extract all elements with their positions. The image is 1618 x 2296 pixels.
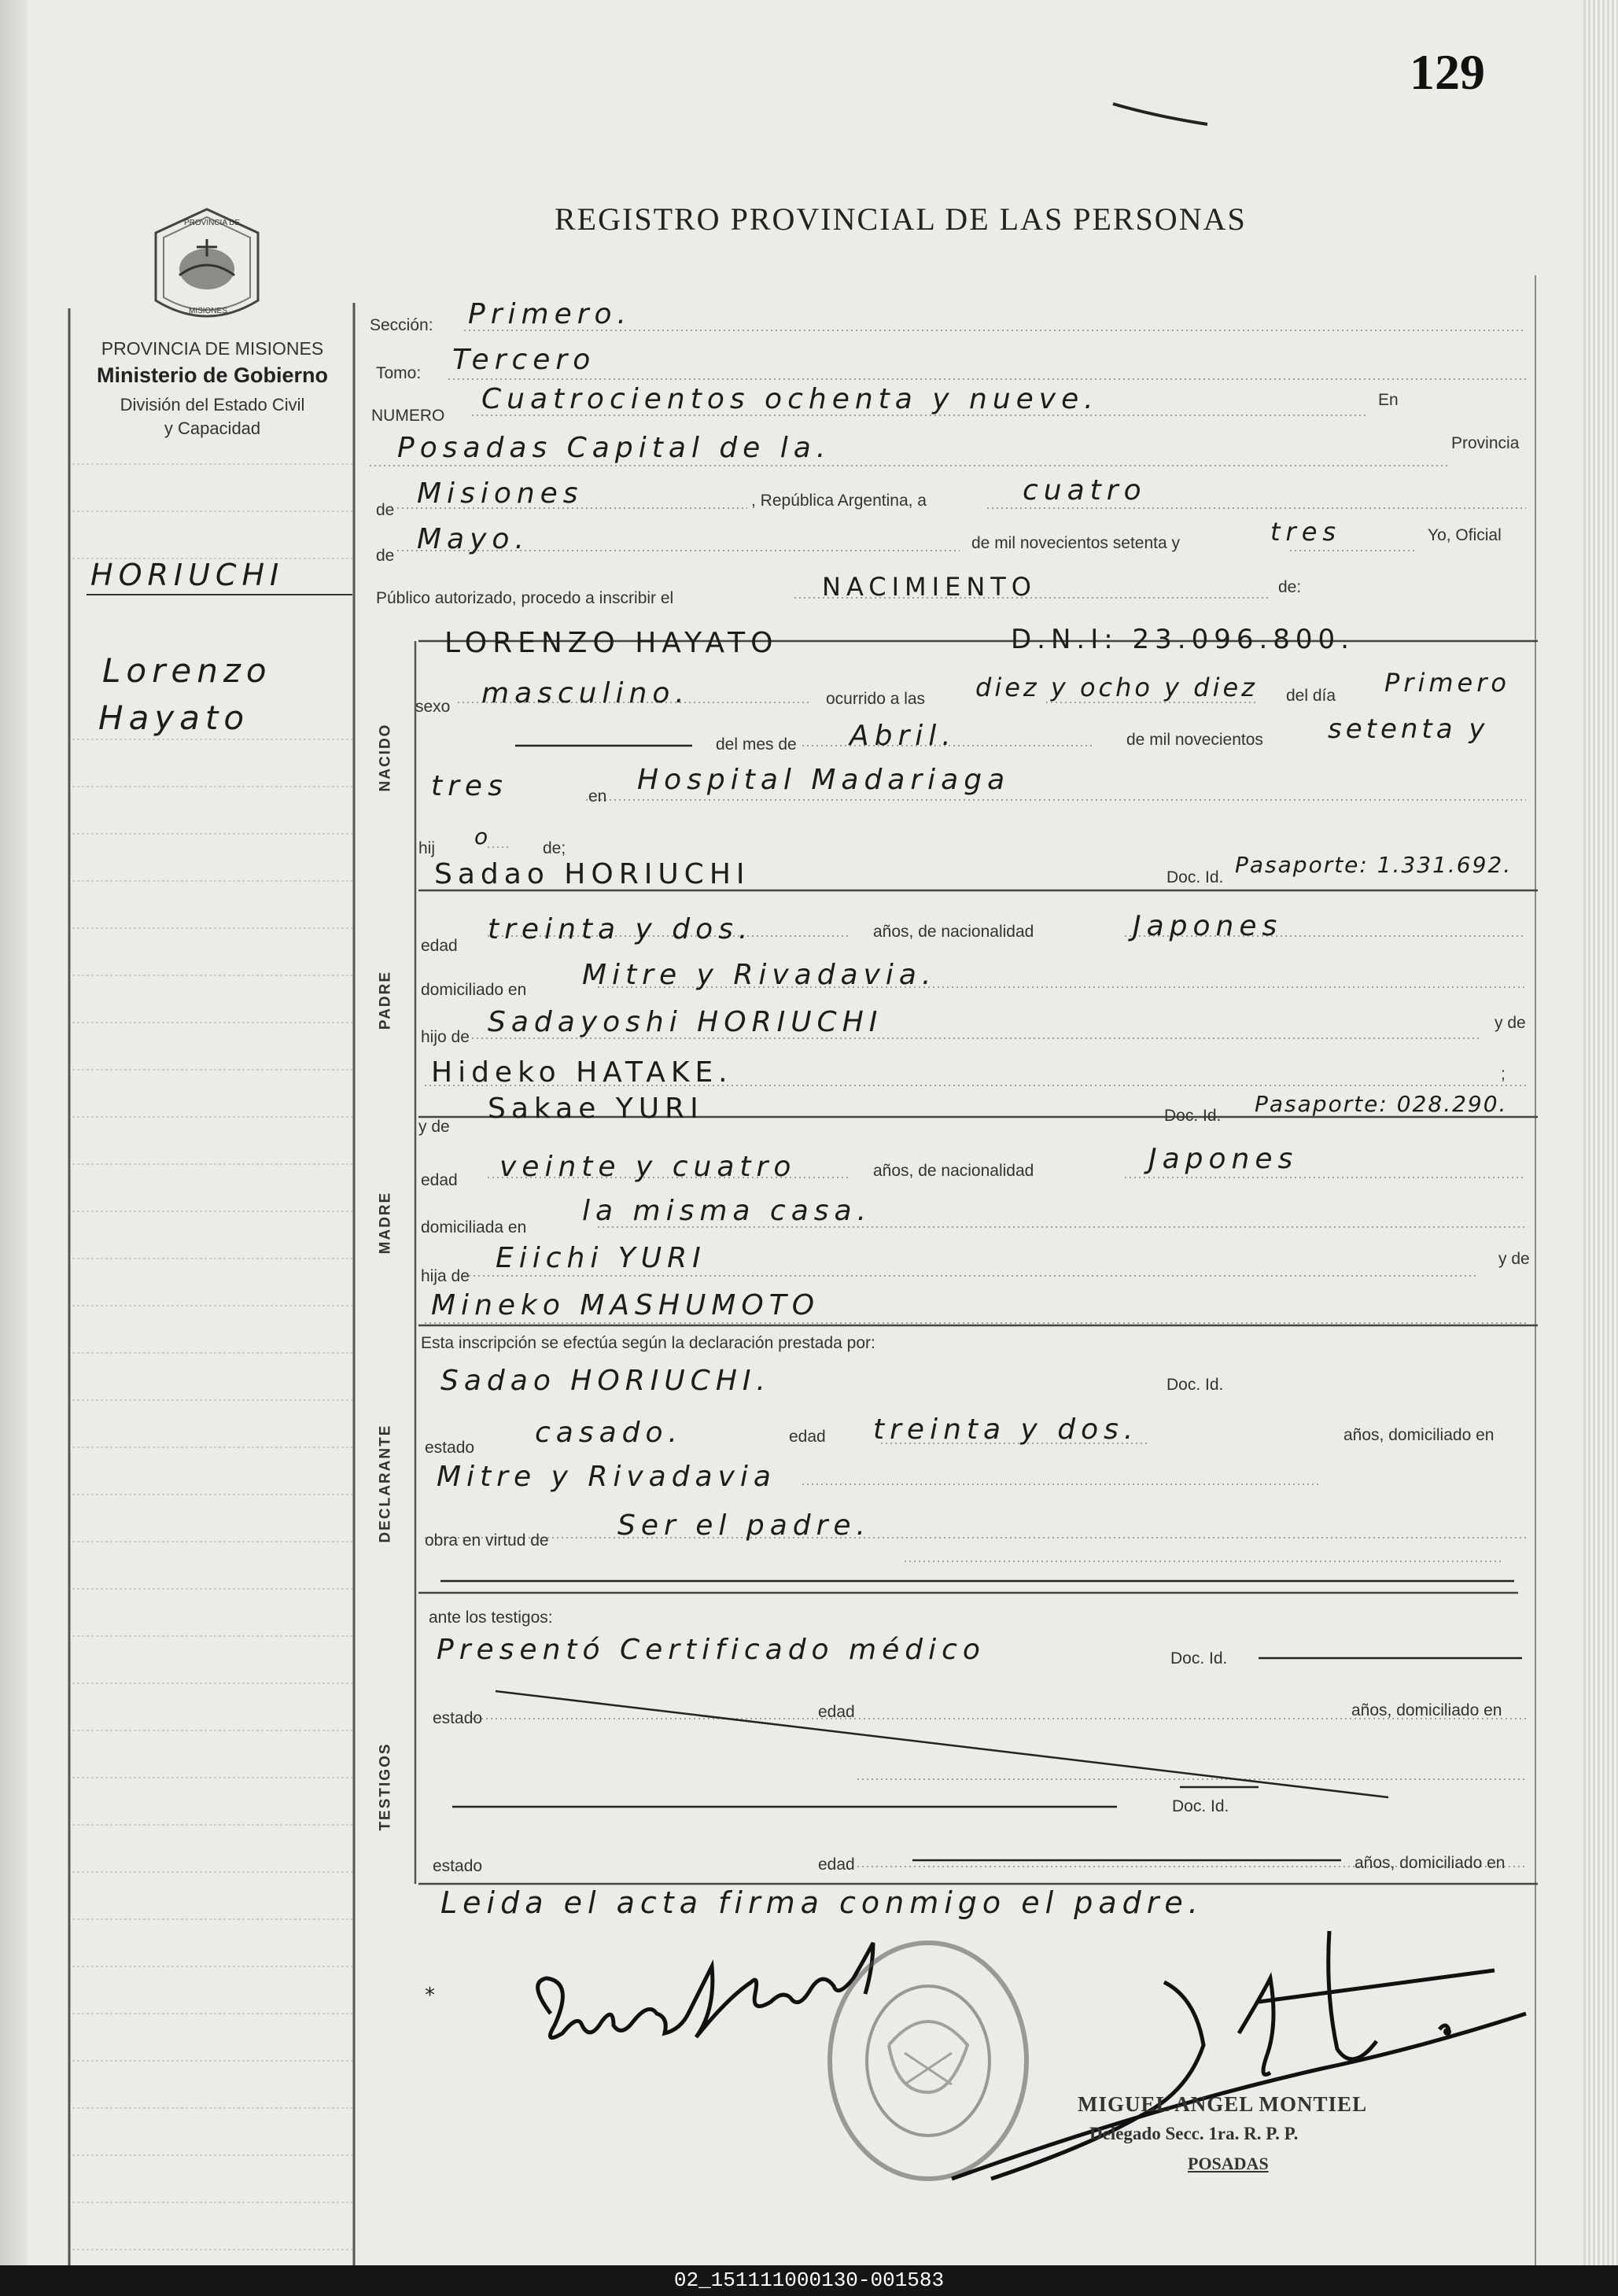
label-sexo: sexo [415,698,451,716]
section-label-nacido: NACIDO [377,723,394,792]
label-yo-oficial: Yo, Oficial [1428,526,1502,544]
label-de-2: de: [1278,578,1302,596]
ministry-name: Ministerio de Gobierno [96,363,329,387]
value-padre-padre: Sadayoshi HORIUCHI [488,1006,883,1038]
value-anio-nacimiento-a: setenta y [1328,713,1489,745]
label-de-mes: de [376,547,395,565]
label-anios-domiciliado-testigo-1: años, domiciliado en [1351,1701,1502,1719]
value-testigo-1: Presentó Certificado médico [437,1634,986,1666]
official-city: POSADAS [1188,2154,1269,2173]
value-madre-nacionalidad: Japones [1148,1143,1299,1175]
value-declarante-domicilio: Mitre y Rivadavia [437,1461,776,1493]
value-hora: diez y ocho y diez [975,673,1258,702]
value-sexo: masculino. [481,677,690,709]
value-anio-nacimiento-b: tres [431,770,508,802]
value-madre-edad: veinte y cuatro [499,1151,797,1183]
label-provincia: Provincia [1451,434,1520,452]
value-declarante: Sadao HORIUCHI. [440,1365,771,1397]
value-tomo: Tercero [452,344,596,376]
value-anio: tres [1270,517,1342,547]
label-hij: hij [418,839,436,857]
value-numero: Cuatrocientos ochenta y nueve. [481,383,1099,415]
margin-given-name-2: Hayato [98,698,250,737]
value-mes: Mayo. [417,523,529,555]
value-hij-suffix: o [474,824,494,849]
province-name: PROVINCIA DE MISIONES [101,338,324,359]
label-anios-domiciliado-testigo-2: años, domiciliado en [1354,1854,1506,1872]
label-edad-padre: edad [421,937,458,955]
official-name: MIGUEL ANGEL MONTIEL [1078,2092,1368,2116]
label-numero: NUMERO [371,407,445,425]
label-domiciliada-madre: domiciliada en [421,1218,527,1236]
value-padre-madre: Hideko HATAKE. [431,1056,733,1089]
label-republica: , República Argentina, a [751,492,927,510]
value-declarante-edad: treinta y dos. [873,1413,1139,1446]
label-domiciliado-padre: domiciliado en [421,981,527,999]
label-y-de-madre: y de [418,1118,450,1136]
label-ocurrido: ocurrido a las [826,690,926,708]
label-del-dia: del día [1286,687,1336,705]
label-en: En [1378,391,1399,409]
label-en-2: en [588,787,607,805]
label-doc-id-testigo-2: Doc. Id. [1172,1797,1229,1815]
label-doc-id-madre: Doc. Id. [1164,1107,1222,1125]
label-hijo-de: hijo de [421,1028,470,1046]
emblem-top-text: PROVINCIA DE [184,219,241,227]
value-madre-padre: Eiichi YURI [496,1242,706,1274]
label-tomo: Tomo: [376,364,422,382]
value-padre-nacionalidad: Japones [1133,910,1283,942]
label-edad-testigo-2: edad [818,1856,855,1874]
value-padre-doc: Pasaporte: 1.331.692. [1235,852,1513,878]
label-de-mil: de mil novecientos setenta y [971,534,1180,552]
label-nacionalidad-madre: años, de nacionalidad [873,1162,1034,1180]
value-madre-nombre: Sakae YURI [488,1093,704,1125]
value-padre-edad: treinta y dos. [488,913,754,945]
division-name: División del Estado Civil [120,395,305,415]
label-de: de [376,501,395,519]
label-edad-testigo-1: edad [818,1703,855,1721]
official-role: Delegado Secc. 1ra. R. P. P. [1089,2124,1299,2143]
section-label-testigos: TESTIGOS [377,1742,394,1831]
label-y-de-madre-2: y de [1498,1250,1530,1268]
official-seal [830,1943,1026,2179]
section-label-padre: PADRE [377,970,394,1030]
value-lugar-nacimiento: Hospital Madariaga [637,764,1011,796]
label-estado-testigo-2: estado [433,1857,483,1875]
value-dia: cuatro [1023,474,1147,507]
image-identifier: 02_151111000130-001583 [0,2265,1618,2296]
value-padre-nombre: Sadao HORIUCHI [434,858,750,890]
value-dia-nacimiento: Primero [1384,668,1510,698]
margin-surname: HORIUCHI [90,558,285,592]
value-dni: D.N.I: 23.096.800. [1011,624,1354,655]
province-emblem [148,206,266,330]
value-padre-domicilio: Mitre y Rivadavia. [582,959,937,991]
label-edad-declarante: edad [789,1428,826,1446]
label-semicolon: ; [1501,1065,1506,1083]
label-de-3: de; [543,839,566,857]
label-doc-id-declarante: Doc. Id. [1167,1376,1224,1394]
value-lugar: Posadas Capital de la. [397,432,831,464]
value-nombre: LORENZO HAYATO [444,627,779,659]
value-madre-madre: Mineko MASHUMOTO [431,1289,820,1321]
section-label-madre: MADRE [377,1191,394,1255]
label-edad-madre: edad [421,1171,458,1189]
signature-declarante [538,1943,873,2038]
margin-given-name-1: Lorenzo [102,651,272,690]
label-seccion: Sección: [370,316,433,334]
label-obra: obra en virtud de [425,1531,549,1550]
page-title: REGISTRO PROVINCIAL DE LAS PERSONAS [555,201,1247,237]
label-ante-testigos: ante los testigos: [429,1609,553,1627]
label-de-mil-2: de mil novecientos [1126,731,1263,749]
label-estado-testigo-1: estado [433,1709,483,1727]
value-declarante-virtud: Ser el padre. [617,1509,871,1542]
label-doc-id-padre: Doc. Id. [1167,868,1224,886]
label-estado-declarante: estado [425,1439,475,1457]
value-madre-doc: Pasaporte: 028.290. [1255,1091,1508,1117]
label-doc-id-testigo-1: Doc. Id. [1170,1649,1228,1668]
value-seccion: Primero. [468,298,632,330]
label-nacionalidad-padre: años, de nacionalidad [873,923,1034,941]
value-cierre: Leida el acta firma conmigo el padre. [440,1885,1203,1920]
division-name-2: y Capacidad [164,418,261,438]
label-del-mes: del mes de [716,735,797,754]
emblem-bottom-text: MISIONES [189,307,227,315]
label-publico: Público autorizado, procedo a inscribir el [376,589,674,607]
label-hija-de: hija de [421,1267,470,1285]
value-mes-nacimiento: Abril. [850,720,956,752]
signature-star: * [425,1984,435,2007]
value-madre-domicilio: la misma casa. [582,1195,872,1227]
label-anios-domiciliado-declarante: años, domiciliado en [1343,1426,1495,1444]
value-declarante-estado: casado. [535,1417,683,1449]
value-provincia: Misiones [417,477,584,510]
page-number: 129 [1410,44,1485,100]
section-label-declarante: DECLARANTE [377,1424,394,1543]
label-y-de-padre: y de [1495,1014,1526,1032]
label-esta-inscripcion: Esta inscripción se efectúa según la declaración prestada por: [421,1334,875,1352]
value-acto: NACIMIENTO [822,572,1037,602]
